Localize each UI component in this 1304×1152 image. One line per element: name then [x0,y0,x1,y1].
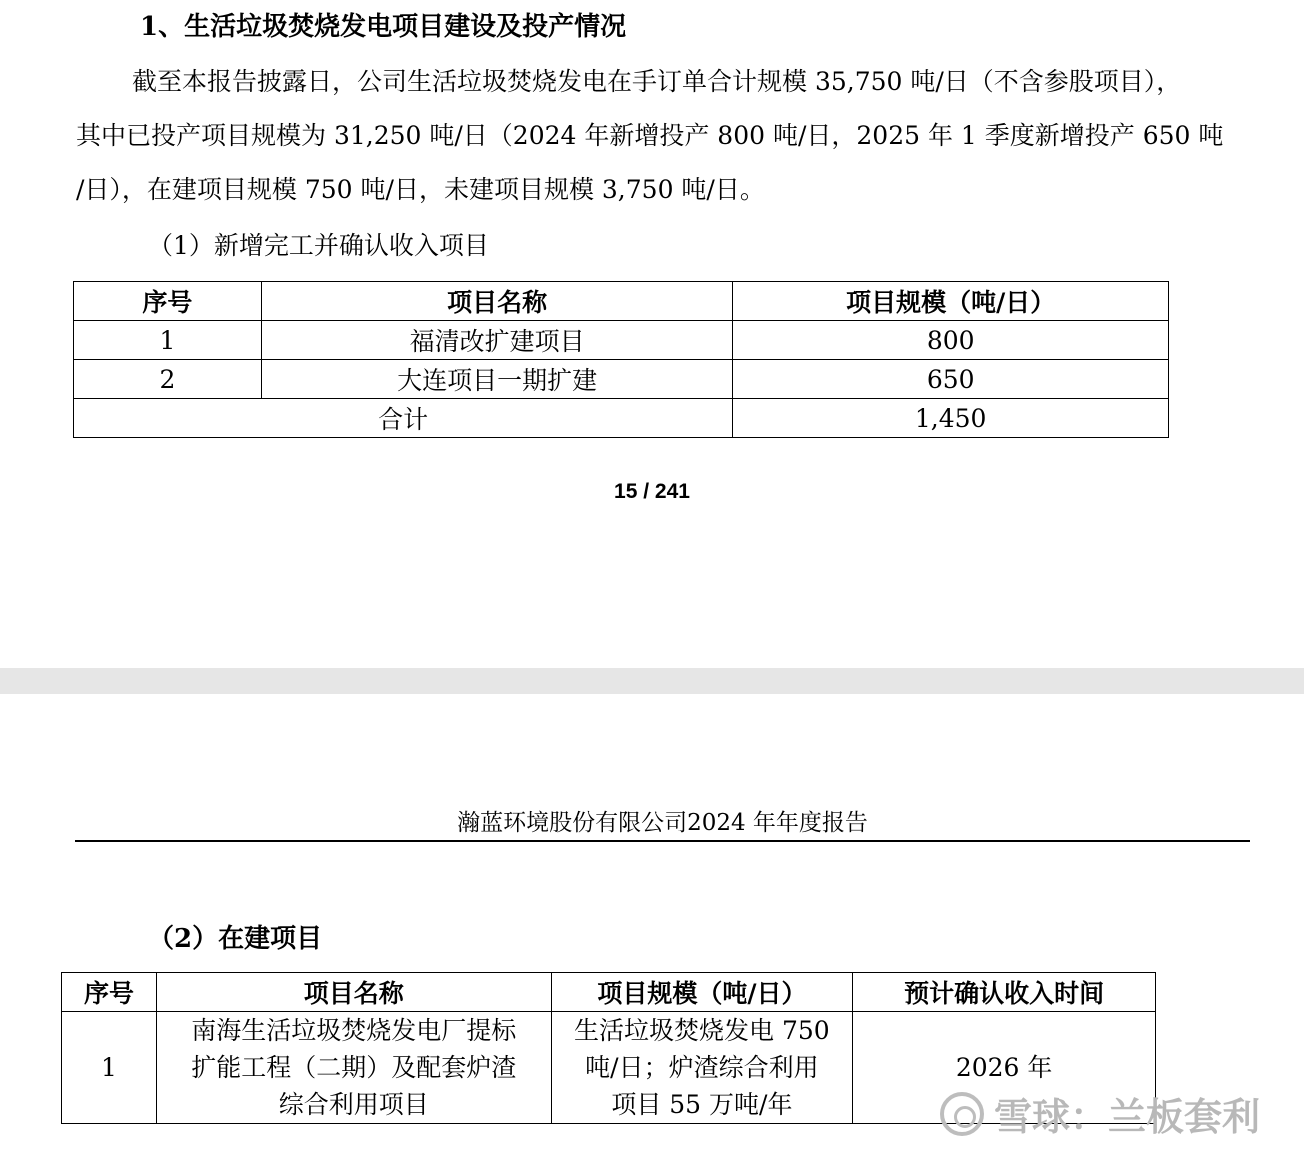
watermark [940,1086,1260,1141]
paragraph-line: 截至本报告披露日，公司生活垃圾焚烧发电在手订单合计规模 35,750 吨/日（不含参股项目）， [132,67,1182,96]
table-header-row [74,282,1169,321]
header-divider [75,840,1250,842]
project-scale-line: 生活垃圾焚烧发电 750 [574,1016,830,1045]
snowball-logo-icon [940,1092,984,1136]
column-header: 项目名称 [261,282,733,321]
project-name [156,1012,551,1124]
paragraph-line: 其中已投产项目规模为 31,250 吨/日（2024 年新增投产 800 吨/日，2025 年 1 季度新增投产 650 吨 [76,121,1224,150]
paragraph-line: /日），在建项目规模 750 吨/日，未建项目规模 3,750 吨/日。 [76,175,765,204]
column-header: 序号 [62,973,157,1012]
total-value: 1,450 [733,399,1169,438]
completed-projects-table [73,281,1169,438]
project-scale-line: 项目 55 万吨/年 [611,1090,793,1119]
column-header: 预计确认收入时间 [853,973,1156,1012]
page-separator [0,668,1304,694]
expected-revenue-time: 2026 年 [853,1012,1156,1124]
project-scale [551,1012,853,1124]
subsection-heading: （1）新增完工并确认收入项目 [148,231,489,260]
project-scale: 800 [733,321,1169,360]
page-number: 15 / 241 [614,480,690,503]
report-header-title: 瀚蓝环境股份有限公司2024 年年度报告 [457,810,868,836]
column-header: 项目规模（吨/日） [733,282,1169,321]
row-number: 1 [74,321,262,360]
project-scale: 650 [733,360,1169,399]
project-name: 福清改扩建项目 [261,321,733,360]
subsection-heading: （2）在建项目 [148,924,323,954]
column-header: 项目名称 [156,973,551,1012]
row-number: 1 [62,1012,157,1124]
table-row [74,360,1169,399]
project-name-line: 扩能工程（二期）及配套炉渣 [191,1053,517,1082]
table-header-row [62,973,1156,1012]
column-header: 项目规模（吨/日） [551,973,853,1012]
project-name-line: 综合利用项目 [278,1090,429,1119]
column-header: 序号 [74,282,262,321]
row-number: 2 [74,360,262,399]
project-scale-line: 吨/日；炉渣综合利用 [585,1053,819,1082]
watermark-text: 雪球：兰板套利 [994,1095,1261,1139]
table-row [74,321,1169,360]
total-label: 合计 [74,399,733,438]
document-page-bottom [0,694,1304,1152]
section-heading: 1、生活垃圾焚烧发电项目建设及投产情况 [140,12,627,42]
project-name-line: 南海生活垃圾焚烧发电厂提标 [191,1016,517,1045]
project-name: 大连项目一期扩建 [261,360,733,399]
table-total-row [74,399,1169,438]
